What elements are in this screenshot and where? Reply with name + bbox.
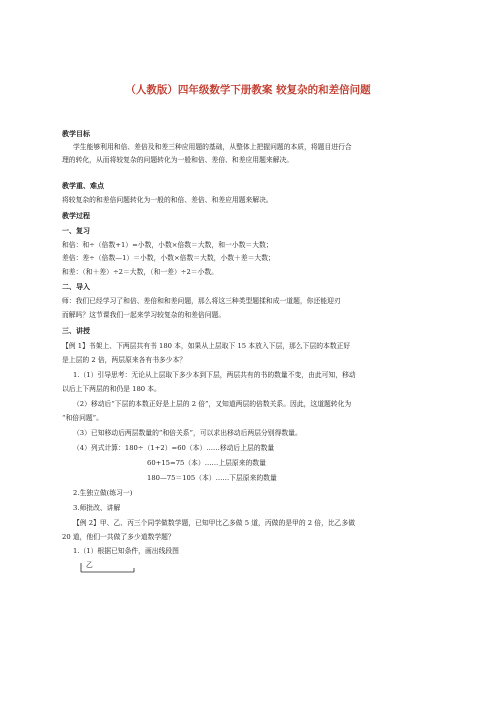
paragraph-line: 和差：（和＋差）÷2＝大数，（和一差）÷2＝小数。: [62, 268, 218, 276]
section-heading-intro: 二、导入: [62, 283, 90, 291]
paragraph-line: 而解吗？这节课我们一起来学习较复杂的和差倍问题。: [62, 311, 226, 319]
section-heading-teaching: 三、讲授: [62, 327, 90, 335]
paragraph-line: 20 道，他们一共做了多少道数学题？: [62, 533, 175, 541]
paragraph-line: 和倍：和÷（倍数+1）=小数，小数×倍数＝大数，和一小数＝大数；: [62, 241, 273, 249]
paragraph-line: 60+15=75（本）……上层原来的数量: [147, 459, 266, 467]
section-heading-objectives: 教学目标: [62, 130, 90, 138]
paragraph-line: 【例 1】书架上、下两层共有书 180 本，如果从上层取下 15 本放入下层，那么下层的本数正好: [62, 342, 351, 350]
paragraph-line: 2.生独立做(练习一): [73, 489, 133, 497]
section-heading-key-points: 教学重、难点: [62, 182, 104, 190]
paragraph-line: 学生能够利用和倍、差倍及和差三种应用题的基础，从整体上把握问题的本质，将题目进行合: [73, 143, 352, 151]
paragraph-line: 是上层的 2 倍，两层原来各有书多少本？: [62, 356, 187, 364]
paragraph-line: 1.（1）引导思考：无论从上层取下多少本到下层，两层共有的书的数量不变，由此可知，移动: [73, 371, 356, 379]
paragraph-line: 差倍：差÷（倍数—1）＝小数，小数×倍数＝大数，小数＋差＝大数；: [62, 254, 275, 262]
segment-diagram: [80, 558, 134, 570]
paragraph-line: 理的转化，从而将较复杂的问题转化为一般和倍、差倍、和差应用题来解决。: [62, 156, 294, 164]
paragraph-line: 师：我们已经学习了和倍、差倍和和差问题，那么将这三种类型题揉和成一道题，你还能迎刃: [62, 297, 341, 305]
paragraph-line: （4）列式计算：180÷（1+2）=60（本）……移动后上层的数量: [73, 444, 275, 452]
segment-label: 乙: [86, 561, 93, 569]
paragraph-line: 将较复杂的和差倍问题转化为一般的和倍、差倍、和差应用题来解决。: [62, 196, 273, 204]
section-heading-process: 教学过程: [62, 212, 90, 220]
paragraph-line: “和倍问题”。: [62, 414, 103, 422]
paragraph-line: （2）移动后“下层的本数正好是上层的 2 倍”，又知道两层的倍数关系。因此，这道题转化为: [73, 400, 352, 408]
section-heading-review: 一、复习: [62, 227, 90, 235]
paragraph-line: 3.师批改、讲解: [73, 504, 121, 512]
paragraph-line: 1.（1）根据已知条件，画出线段图: [73, 547, 179, 555]
document-title: （人教版）四年级数学下册教案 较复杂的和差倍问题: [125, 84, 371, 96]
paragraph-line: 以后上下两层的和仍是 180 本。: [62, 385, 161, 393]
paragraph-line: 180—75＝105（本）……下层原来的数量: [147, 474, 277, 482]
paragraph-line: （3）已知移动后两层数量的“和倍关系”，可以求出移动后两层分别得数量。: [73, 429, 302, 437]
paragraph-line: 【例 2】甲、乙、丙三个同学做数学题，已知甲比乙多做 5 道，丙做的是甲的 2 倍，比乙多做: [73, 519, 356, 527]
